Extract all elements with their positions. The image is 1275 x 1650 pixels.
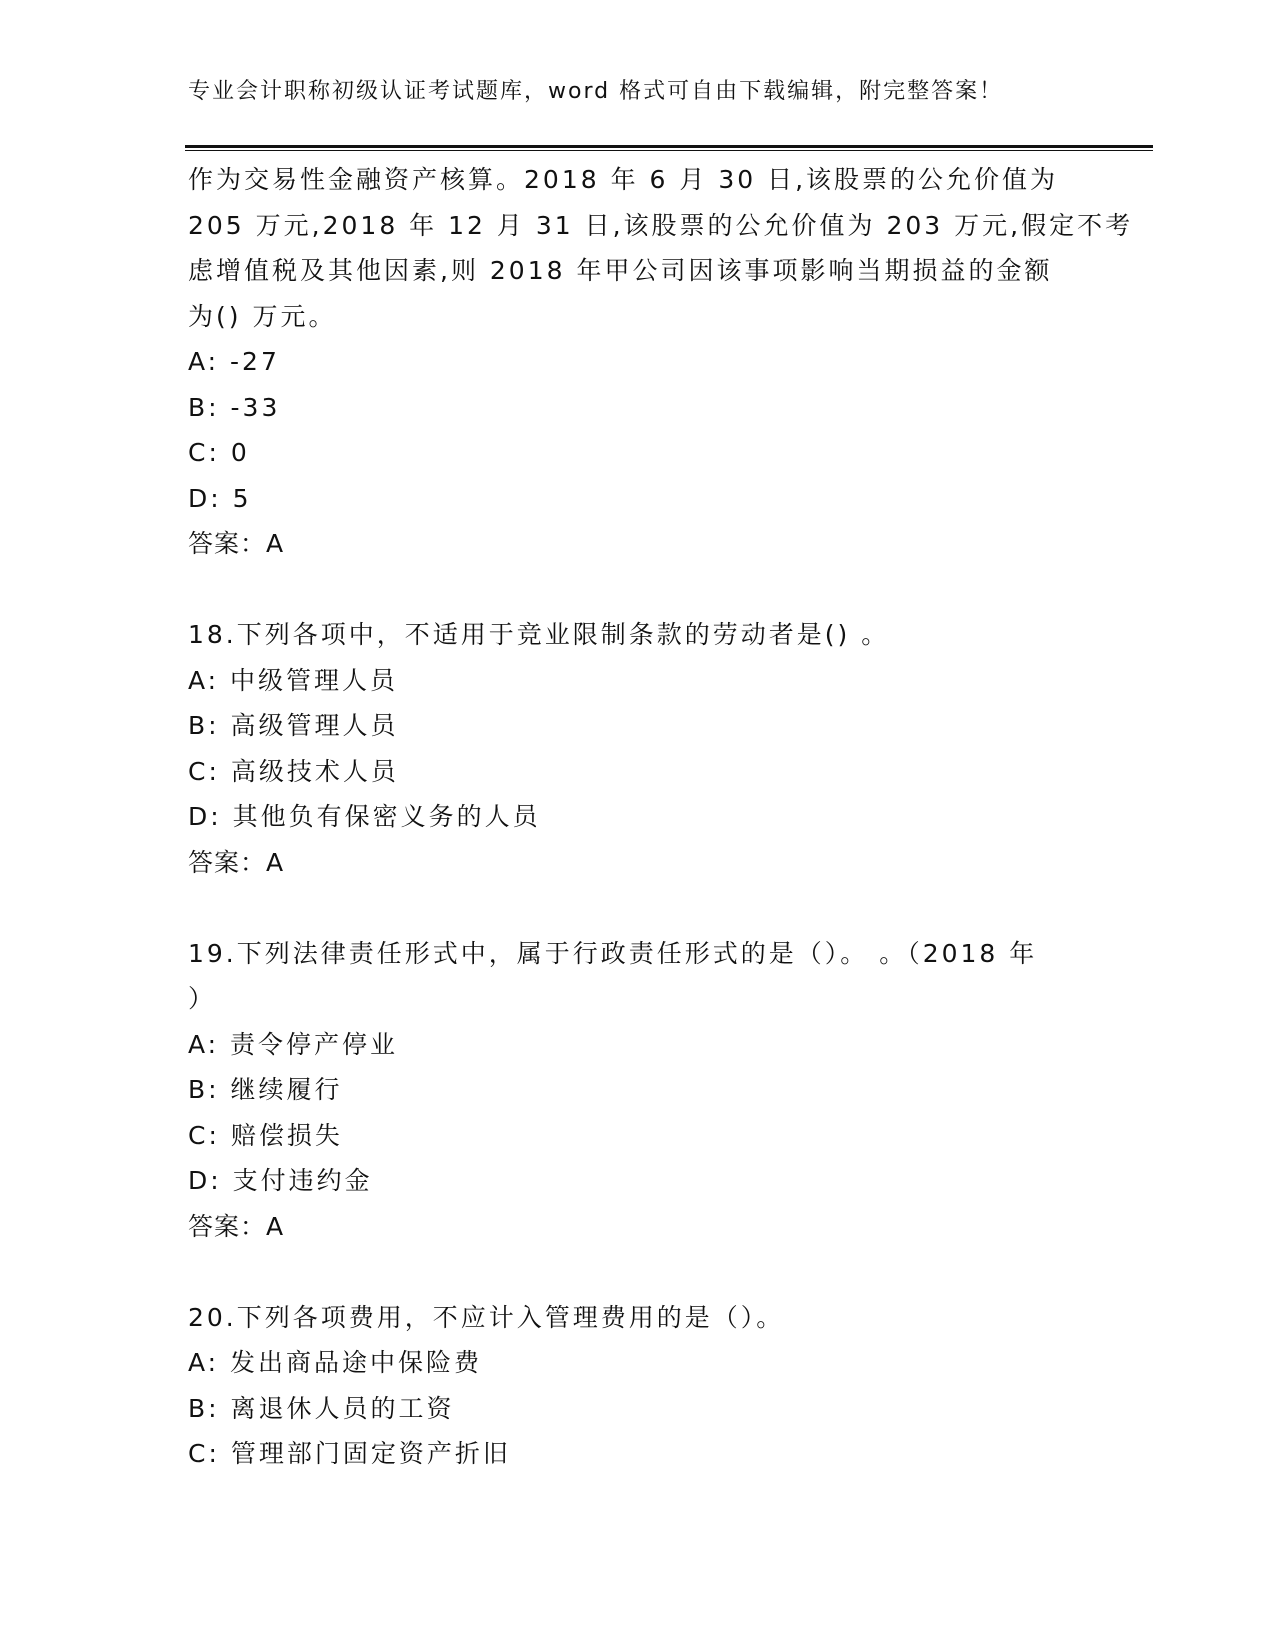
answer: 答案：A xyxy=(188,1211,285,1241)
option-b: B: 继续履行 xyxy=(188,1075,343,1104)
option-a: A: 责令停产停业 xyxy=(188,1029,399,1059)
question-text-line: 为() 万元。 xyxy=(188,301,337,331)
question-text-line: 作为交易性金融资产核算。2018 年 6 月 30 日,该股票的公允价值为 xyxy=(188,165,1059,194)
option-c: C: 赔偿损失 xyxy=(188,1120,343,1150)
question-stem: 20.下列各项费用，不应计入管理费用的是（）。 xyxy=(188,1302,785,1332)
spacer xyxy=(188,1249,1088,1295)
option-a: A: 中级管理人员 xyxy=(188,665,399,695)
question-content xyxy=(188,157,1134,1477)
question-text-line: 205 万元,2018 年 12 月 31 日,该股票的公允价值为 203 万元,假定不考 xyxy=(188,210,1134,240)
question-stem: 18.下列各项中，不适用于竞业限制条款的劳动者是() 。 xyxy=(188,620,890,649)
option-b: B: -33 xyxy=(188,392,281,422)
question-stem: 19.下列法律责任形式中，属于行政责任形式的是（）。 。（2018 年 xyxy=(188,938,1038,968)
option-c: C: 0 xyxy=(188,438,250,467)
option-d: D: 其他负有保密义务的人员 xyxy=(188,802,541,831)
header-rule-thin xyxy=(185,150,1153,151)
page-header: 专业会计职称初级认证考试题库，word 格式可自由下载编辑，附完整答案！ xyxy=(188,79,1004,104)
question-18 xyxy=(188,612,1088,885)
question-text-line: 虑增值税及其他因素,则 2018 年甲公司因该事项影响当期损益的金额 xyxy=(188,256,1053,285)
spacer xyxy=(188,567,1088,613)
header-rule-thick xyxy=(185,145,1153,148)
option-a: A: -27 xyxy=(188,347,280,376)
question-17 xyxy=(188,157,1134,567)
question-20 xyxy=(188,1295,1088,1477)
answer: 答案：A xyxy=(188,529,285,558)
spacer xyxy=(188,885,1088,931)
option-b: B: 离退休人员的工资 xyxy=(188,1393,455,1423)
option-c: C: 高级技术人员 xyxy=(188,756,399,786)
option-d: D: 5 xyxy=(188,483,252,513)
option-c: C: 管理部门固定资产折旧 xyxy=(188,1439,511,1468)
answer: 答案：A xyxy=(188,847,285,877)
option-b: B: 高级管理人员 xyxy=(188,711,399,740)
option-d: D: 支付违约金 xyxy=(188,1166,373,1195)
option-a: A: 发出商品途中保险费 xyxy=(188,1348,483,1377)
question-19 xyxy=(188,931,1088,1250)
question-stem-continued: ） xyxy=(188,984,217,1013)
